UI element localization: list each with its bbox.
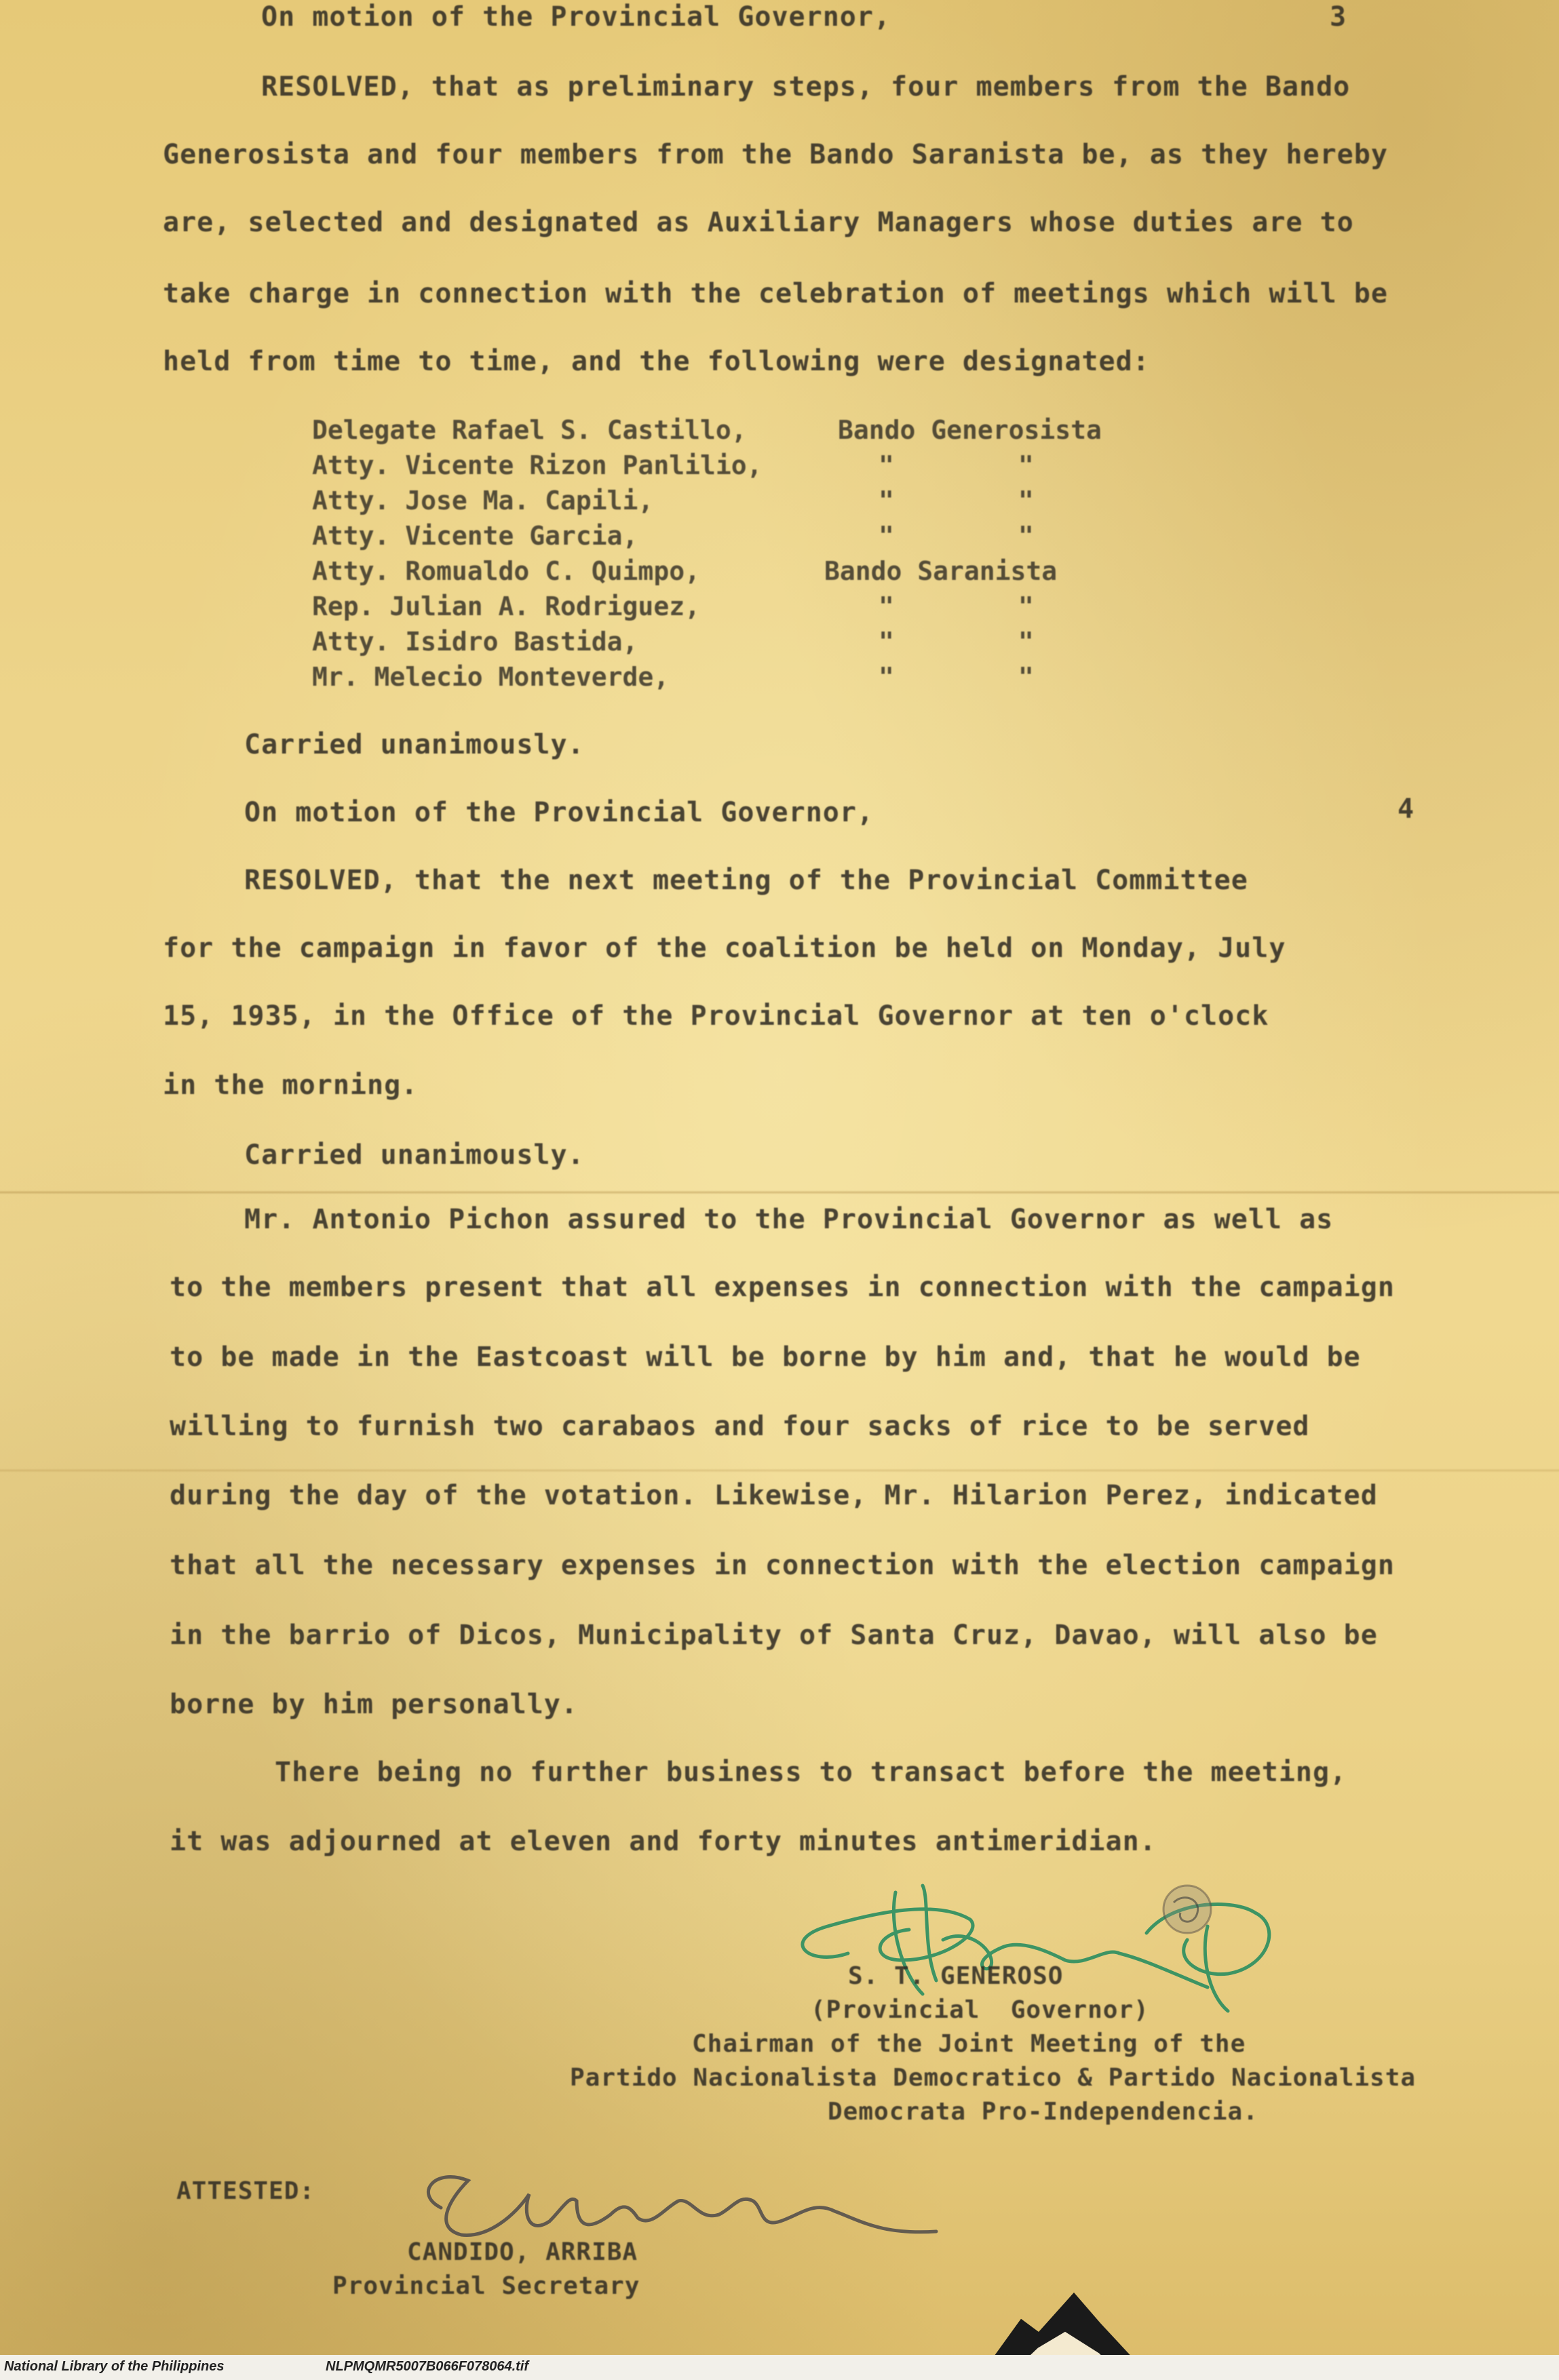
item3-resolution-line: held from time to time, and the following were designated:: [163, 346, 1150, 377]
closing-line: There being no further business to transact before the meeting,: [275, 1757, 1347, 1788]
designee-group: Bando Generosista: [838, 415, 1102, 445]
governor-signature: [767, 1858, 1309, 2014]
item4-carried: Carried unanimously.: [244, 1139, 585, 1171]
footer-source: National Library of the Philippines: [4, 2359, 225, 2374]
item4-resolution-line: in the morning.: [163, 1070, 419, 1101]
paragraph-line: during the day of the votation. Likewise, Mr. Hilarion Perez, indicated: [170, 1480, 1378, 1511]
item3-resolution-line: Generosista and four members from the Bando Saranista be, as they hereby: [163, 139, 1388, 170]
paper-crease: [0, 1190, 1559, 1194]
designee-name: Atty. Isidro Bastida,: [312, 627, 638, 657]
designee-group: " ": [879, 521, 1034, 551]
designee-group: Bando Saranista: [824, 556, 1058, 586]
item4-resolution-line: 15, 1935, in the Office of the Provincial Governor at ten o'clock: [163, 1000, 1269, 1032]
designee-name: Atty. Vicente Garcia,: [312, 521, 638, 551]
designee-name: Atty. Romualdo C. Quimpo,: [312, 556, 700, 586]
item3-resolution-line: RESOLVED, that as preliminary steps, four members from the Bando: [261, 71, 1351, 102]
signatory-title-line: Democrata Pro-Independencia.: [828, 2098, 1258, 2126]
paragraph-line: to the members present that all expenses in connection with the campaign: [170, 1272, 1395, 1303]
item4-motion: On motion of the Provincial Governor,: [244, 797, 874, 828]
designee-name: Atty. Jose Ma. Capili,: [312, 486, 654, 515]
designee-group: " ": [879, 591, 1034, 621]
paper-crease: [0, 1468, 1559, 1472]
designee-group: " ": [879, 450, 1034, 480]
closing-line: it was adjourned at eleven and forty minutes antimeridian.: [170, 1826, 1157, 1857]
designee-name: Delegate Rafael S. Castillo,: [312, 415, 747, 445]
item3-number: 3: [1330, 1, 1347, 33]
secretary-name: CANDIDO, ARRIBA: [407, 2238, 638, 2266]
item3-resolution-line: take charge in connection with the celebration of meetings which will be: [163, 278, 1388, 309]
attested-label: ATTESTED:: [176, 2177, 315, 2205]
paragraph-line: in the barrio of Dicos, Municipality of Santa Cruz, Davao, will also be: [170, 1620, 1378, 1651]
item4-resolution-line: for the campaign in favor of the coalition be held on Monday, July: [163, 933, 1286, 964]
designee-group: " ": [879, 627, 1034, 657]
designee-group: " ": [879, 662, 1034, 692]
item3-motion: On motion of the Provincial Governor,: [261, 1, 891, 33]
secretary-title: Provincial Secretary: [332, 2272, 640, 2300]
designee-name: Rep. Julian A. Rodriguez,: [312, 591, 700, 621]
stamp-mark: [1147, 1872, 1228, 1947]
signatory-name: S. T. GENEROSO: [848, 1962, 1064, 1990]
scan-footer: [0, 2355, 1559, 2380]
paragraph-line: that all the necessary expenses in connection with the election campaign: [170, 1550, 1395, 1581]
item4-number: 4: [1398, 794, 1415, 825]
item4-resolution-line: RESOLVED, that the next meeting of the Provincial Committee: [244, 865, 1248, 896]
item3-carried: Carried unanimously.: [244, 729, 585, 760]
paragraph-line: borne by him personally.: [170, 1689, 578, 1720]
paragraph-line: willing to furnish two carabaos and four sacks of rice to be served: [170, 1411, 1310, 1442]
footer-file-id: NLPMQMR5007B066F078064.tif: [326, 2359, 529, 2374]
item3-resolution-line: are, selected and designated as Auxiliary Managers whose duties are to: [163, 207, 1354, 238]
signatory-title-line: Partido Nacionalista Democratico & Partido Nacionalista: [570, 2064, 1417, 2092]
designee-group: " ": [879, 486, 1034, 515]
paragraph-line: to be made in the Eastcoast will be borne by him and, that he would be: [170, 1342, 1361, 1373]
designee-name: Atty. Vicente Rizon Panlilio,: [312, 450, 763, 480]
signatory-role: (Provincial Governor): [811, 1996, 1149, 2024]
paragraph-line: Mr. Antonio Pichon assured to the Provincial Governor as well as: [244, 1204, 1334, 1235]
designee-name: Mr. Melecio Monteverde,: [312, 662, 670, 692]
signatory-title-line: Chairman of the Joint Meeting of the: [692, 2030, 1246, 2058]
